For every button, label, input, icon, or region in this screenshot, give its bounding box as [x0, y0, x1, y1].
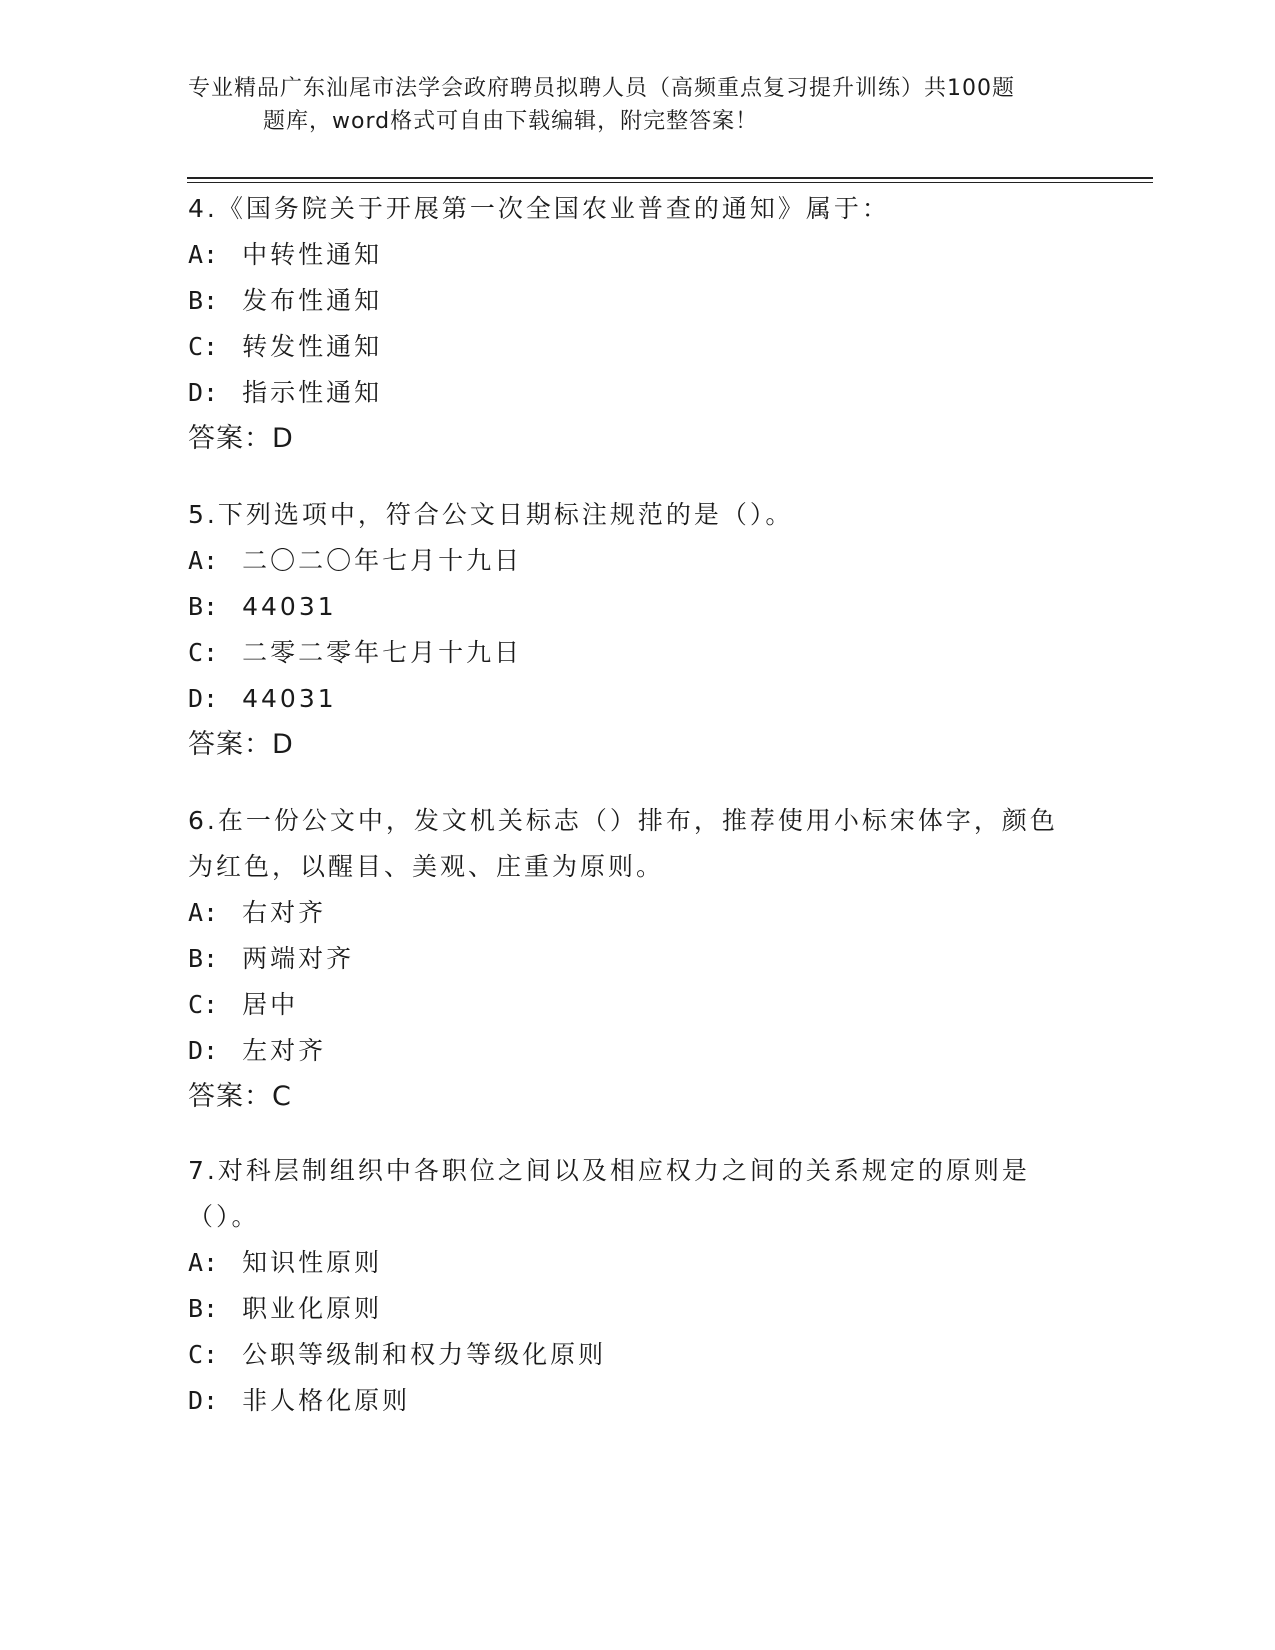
- option-text: 非人格化原则: [242, 1386, 411, 1415]
- answer-text: 答案：C: [188, 1081, 292, 1112]
- option-key: B:: [188, 1294, 219, 1323]
- option-key: A:: [188, 898, 219, 927]
- option-d: [188, 676, 1068, 722]
- option-b: [188, 936, 1068, 982]
- option-key: D:: [188, 684, 219, 713]
- option-key: B:: [188, 592, 219, 621]
- option-key: C:: [188, 1340, 219, 1369]
- option-text: 职业化原则: [242, 1294, 383, 1323]
- option-a: [188, 890, 1068, 936]
- option-text: 右对齐: [242, 898, 327, 927]
- option-text: 二零二零年七月十九日: [242, 638, 523, 667]
- option-text: 左对齐: [242, 1036, 327, 1065]
- option-text: 指示性通知: [242, 378, 383, 407]
- option-key: C:: [188, 638, 219, 667]
- option-a: [188, 232, 1068, 278]
- option-text: 44031: [242, 592, 337, 621]
- option-c: [188, 1332, 1068, 1378]
- option-key: D:: [188, 1036, 219, 1065]
- question-text: 4.《国务院关于开展第一次全国农业普查的通知》属于：: [188, 194, 890, 223]
- answer-text: 答案：D: [188, 729, 294, 760]
- option-b: [188, 1286, 1068, 1332]
- question-7: [188, 1148, 1068, 1424]
- option-key: A:: [188, 1248, 219, 1277]
- option-text: 两端对齐: [242, 944, 355, 973]
- option-text: 知识性原则: [242, 1248, 383, 1277]
- header-divider-thick: [187, 177, 1153, 179]
- option-c: [188, 982, 1068, 1028]
- question-text: 7.对科层制组织中各职位之间以及相应权力之间的关系规定的原则是（）。: [188, 1156, 1030, 1231]
- option-key: B:: [188, 944, 219, 973]
- question-5: [188, 492, 1068, 768]
- question-4: [188, 186, 1068, 462]
- option-text: 转发性通知: [242, 332, 383, 361]
- question-text: 5.下列选项中，符合公文日期标注规范的是（）。: [188, 500, 794, 529]
- option-key: C:: [188, 332, 219, 361]
- option-d: [188, 1378, 1068, 1424]
- answer-text: 答案：D: [188, 423, 294, 454]
- option-key: A:: [188, 240, 219, 269]
- option-a: [188, 538, 1068, 584]
- option-b: [188, 584, 1068, 630]
- question-6: [188, 798, 1068, 1120]
- option-text: 44031: [242, 684, 337, 713]
- option-key: D:: [188, 378, 219, 407]
- option-c: [188, 324, 1068, 370]
- option-c: [188, 630, 1068, 676]
- option-text: 二〇二〇年七月十九日: [242, 546, 523, 575]
- option-text: 发布性通知: [242, 286, 383, 315]
- header-divider-thin: [187, 182, 1153, 183]
- option-d: [188, 370, 1068, 416]
- option-key: D:: [188, 1386, 219, 1415]
- option-text: 公职等级制和权力等级化原则: [242, 1340, 607, 1369]
- option-a: [188, 1240, 1068, 1286]
- option-b: [188, 278, 1068, 324]
- option-key: B:: [188, 286, 219, 315]
- option-key: C:: [188, 990, 219, 1019]
- header-title-line1: 专业精品广东汕尾市法学会政府聘员拟聘人员（高频重点复习提升训练）共100题: [188, 76, 1015, 101]
- option-text: 中转性通知: [242, 240, 383, 269]
- document-header: [188, 72, 1088, 138]
- header-title-line2: 题库，word格式可自由下载编辑，附完整答案！: [263, 109, 759, 134]
- question-text: 6.在一份公文中，发文机关标志（）排布，推荐使用小标宋体字，颜色为红色，以醒目、美观、庄重为原则。: [188, 806, 1058, 881]
- option-text: 居中: [242, 990, 299, 1019]
- option-d: [188, 1028, 1068, 1074]
- option-key: A:: [188, 546, 219, 575]
